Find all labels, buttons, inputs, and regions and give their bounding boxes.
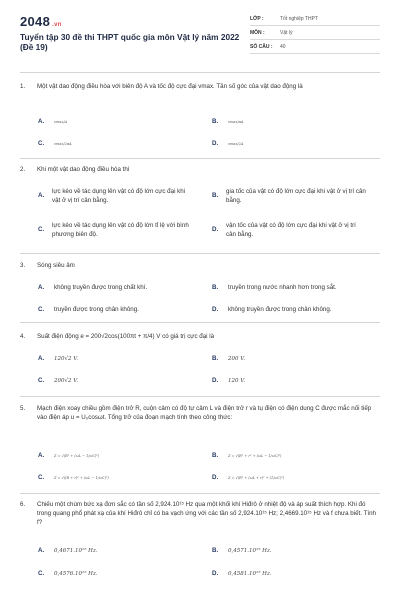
option-letter: B. <box>212 118 219 125</box>
question-text: Chiếu một chùm bức xạ đơn sắc có tần số 2,924.10¹⁵ Hz qua một khối khí Hiđrô ở nhiệt độ và áp suất thích hợp. Khi đó trong quang phổ phát xạ của khí Hiđrô chỉ có ba vạch ứng với các tần số 2,924.10¹⁵ Hz; 2,4669.10¹⁵ Hz và f chưa biết. Tính f? <box>37 501 376 526</box>
option-c[interactable] <box>38 569 98 579</box>
info-label-count: SỐ CÂU : <box>250 43 273 50</box>
option-text: vận tốc của vật có độ lớn cực đại khi vật ở vị trí cân bằng. <box>226 222 356 238</box>
option-letter: C. <box>38 377 45 384</box>
option-text: 0,4571.10¹⁵ Hz. <box>228 548 272 554</box>
option-letter: D. <box>212 306 219 313</box>
option-text: gia tốc của vật có độ lớn cực đại khi vật ở vị trí cân bằng. <box>226 188 366 204</box>
option-letter: A. <box>38 452 45 459</box>
option-c[interactable] <box>38 139 72 149</box>
option-letter: D. <box>212 570 219 577</box>
option-text: Z = √((R + r)² + (ωL − 1/ωC)²) <box>54 476 109 480</box>
option-b[interactable] <box>212 354 245 364</box>
divider <box>20 158 380 159</box>
question-number: 5. <box>20 405 26 412</box>
option-letter: D. <box>212 226 219 233</box>
question-1 <box>20 82 380 91</box>
option-c[interactable] <box>38 376 78 386</box>
option-letter: D. <box>212 474 219 481</box>
question-text: Khi một vật dao động điều hòa thì <box>37 166 130 173</box>
info-row-class <box>250 12 380 26</box>
option-text: 0,4576.10¹⁵ Hz. <box>54 571 98 577</box>
option-b[interactable] <box>212 187 366 205</box>
question-6 <box>20 500 380 527</box>
question-number: 4. <box>20 333 26 340</box>
question-number: 6. <box>20 501 26 508</box>
question-3 <box>20 261 380 270</box>
option-letter: D. <box>212 377 219 384</box>
divider <box>20 322 380 323</box>
question-number: 2. <box>20 166 26 173</box>
info-value-class: Tốt nghiệp THPT <box>280 15 318 22</box>
option-b[interactable] <box>212 451 281 461</box>
option-text: lực kéo về tác dụng lên vật có độ lớn cực đại khi vật ở vị trí cân bằng. <box>52 188 186 204</box>
option-letter: C. <box>38 474 45 481</box>
question-text: Sóng siêu âm <box>37 262 75 269</box>
option-text: 200 V. <box>228 356 246 362</box>
option-letter: A. <box>38 284 45 291</box>
info-row-subject <box>250 26 380 40</box>
exam-title: Tuyển tập 30 đề thi THPT quốc gia môn Vật lý năm 2022 (Đề 19) <box>20 32 240 52</box>
option-d[interactable] <box>212 221 366 239</box>
option-letter: B. <box>212 192 219 199</box>
question-number: 1. <box>20 83 26 90</box>
question-5 <box>20 404 380 422</box>
info-value-count: 40 <box>280 43 286 50</box>
info-label-class: LỚP : <box>250 15 264 22</box>
exam-info-table <box>250 12 380 54</box>
option-b[interactable] <box>212 546 272 556</box>
option-letter: B. <box>212 547 219 554</box>
option-text: 200√2 V. <box>54 378 79 384</box>
option-a[interactable] <box>38 283 147 292</box>
option-letter: C. <box>38 570 45 577</box>
question-text: Một vật dao động điều hòa với biên độ A và tốc độ cực đại vmax. Tần số góc của vật dao động là <box>37 83 303 90</box>
option-a[interactable] <box>38 451 99 461</box>
option-c[interactable] <box>38 473 109 483</box>
option-text: không truyền được trong chân không. <box>228 306 332 313</box>
option-letter: C. <box>38 140 45 147</box>
option-d[interactable] <box>212 376 245 386</box>
option-text: không truyền được trong chất khí. <box>54 284 148 291</box>
info-value-subject: Vật lý <box>280 29 293 36</box>
option-text: truyền trong nước nhanh hơn trong sắt. <box>228 284 337 291</box>
option-d[interactable] <box>212 569 272 579</box>
option-text: Z = √(R² + r² + (ωL − 1/ωC)²) <box>228 454 282 458</box>
option-a[interactable] <box>38 187 192 205</box>
option-b[interactable] <box>212 117 243 127</box>
divider <box>20 396 380 397</box>
option-letter: A. <box>38 192 45 199</box>
option-c[interactable] <box>38 221 192 239</box>
option-text: vmax/πA <box>228 120 244 124</box>
option-letter: C. <box>38 226 45 233</box>
question-text: Suất điện động e = 200√2cos(100πt + π/4) V có giá trị cực đại là <box>37 333 215 340</box>
question-text: Mạch điện xoay chiều gồm điện trở R, cuộn cảm có độ tự cảm L và điện trở r và tụ điện có điện dung C được mắc nối tiếp vào điện áp u = U₀cosωt. Tổng trở của đoạn mạch tính theo công thức: <box>37 405 372 421</box>
option-letter: B. <box>212 452 219 459</box>
site-logo[interactable]: 2048 .vn <box>20 14 62 29</box>
question-2 <box>20 165 380 174</box>
option-text: 0,4581.10¹⁵ Hz. <box>228 571 272 577</box>
option-letter: B. <box>212 355 219 362</box>
option-letter: C. <box>38 306 45 313</box>
option-text: 0,4671.10¹⁵ Hz. <box>54 548 98 554</box>
option-b[interactable] <box>212 283 337 292</box>
info-row-count <box>250 40 380 54</box>
option-text: lực kéo về tác dụng lên vật có độ lớn tỉ lệ với bình phương biên độ. <box>52 222 189 238</box>
option-letter: A. <box>38 547 45 554</box>
option-text: vmax/2A <box>228 142 244 146</box>
option-c[interactable] <box>38 305 139 314</box>
document-header <box>20 10 380 62</box>
option-d[interactable] <box>212 473 284 483</box>
option-a[interactable] <box>38 354 78 364</box>
option-a[interactable] <box>38 117 67 127</box>
option-text: Z = √(R² + (ωL − 1/ωC)²) <box>54 454 100 458</box>
option-text: Z = √(R² + (ωL + r)² + (1/ωC)²) <box>228 476 285 480</box>
option-text: 120 V. <box>228 378 246 384</box>
option-letter: A. <box>38 118 45 125</box>
option-d[interactable] <box>212 139 243 149</box>
info-label-subject: MÔN : <box>250 29 265 36</box>
question-number: 3. <box>20 262 26 269</box>
question-4 <box>20 332 380 341</box>
option-letter: D. <box>212 140 219 147</box>
divider <box>20 72 380 73</box>
option-letter: B. <box>212 284 219 291</box>
option-text: truyền được trong chân không. <box>54 306 139 313</box>
option-letter: A. <box>38 355 45 362</box>
option-d[interactable] <box>212 305 331 314</box>
option-text: vmax/2πA <box>54 142 72 146</box>
option-text: 120√2 V. <box>54 356 79 362</box>
divider <box>20 493 380 494</box>
option-a[interactable] <box>38 546 98 556</box>
option-text: vmax/A <box>54 120 68 124</box>
divider <box>20 253 380 254</box>
